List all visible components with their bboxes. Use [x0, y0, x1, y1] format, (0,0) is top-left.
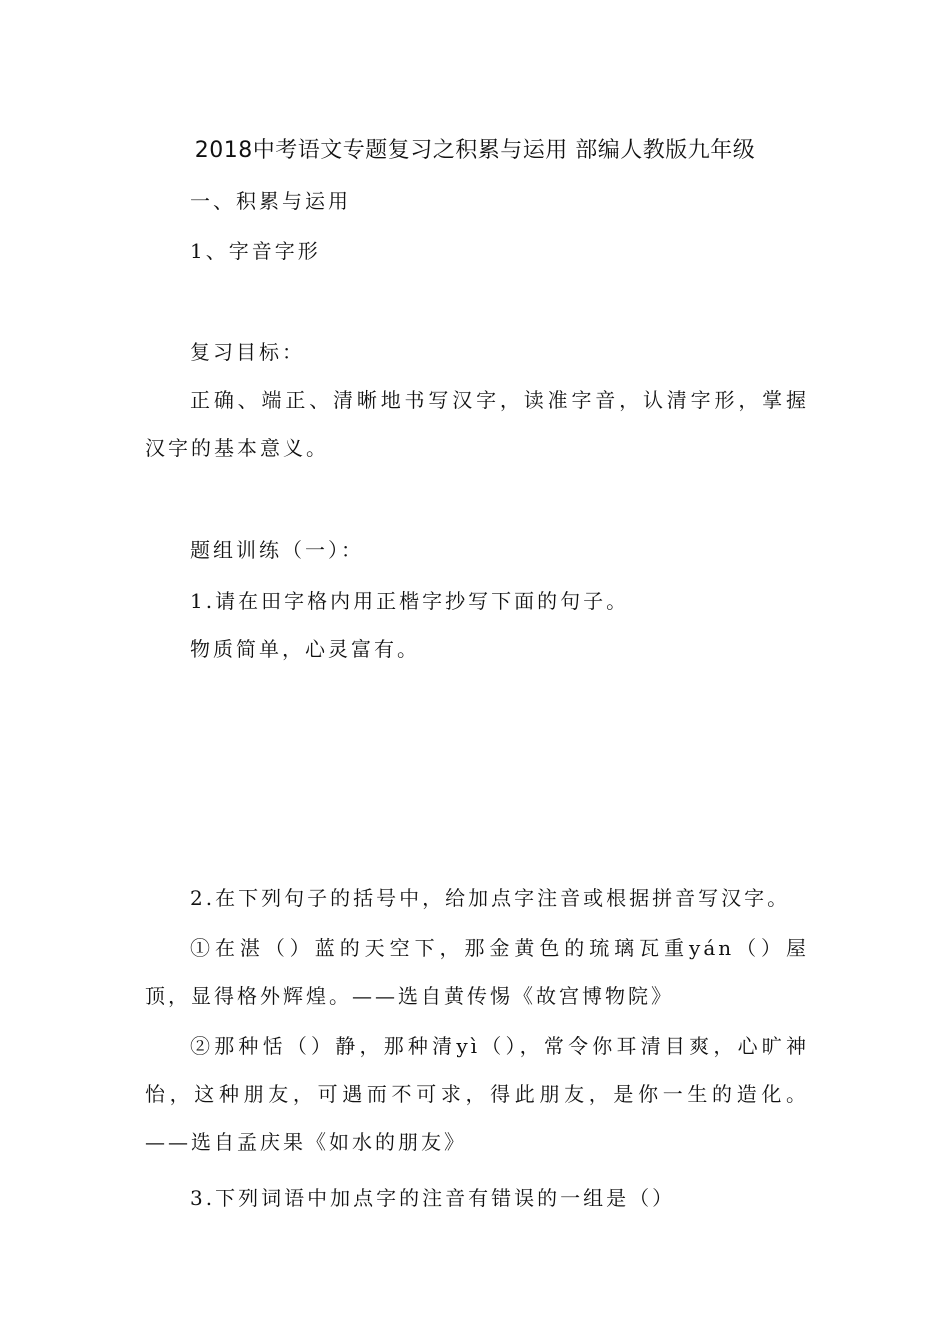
- question-1-prompt: 1.请在田字格内用正楷字抄写下面的句子。: [190, 589, 630, 613]
- question-2-prompt: 2.在下列句子的括号中，给加点字注音或根据拼音写汉字。: [190, 886, 791, 910]
- goal-text: 正确、端正、清晰地书写汉字，读准字音，认清字形，掌握汉字的基本意义。: [145, 388, 809, 460]
- subsection-heading: 1、字音字形: [190, 239, 321, 263]
- section-heading: 一、积累与运用: [190, 189, 351, 213]
- question-3-prompt: 3.下列词语中加点字的注音有错误的一组是（）: [190, 1186, 676, 1210]
- question-2-item-2: ②那种恬（）静，那种清yì（），常令你耳清目爽，心旷神怡，这种朋友，可遇而不可求，得此朋友，是你一生的造化。——选自孟庆果《如水的朋友》: [145, 1034, 809, 1154]
- question-2-item-1: ①在湛（）蓝的天空下，那金黄色的琉璃瓦重yán（）屋顶，显得格外辉煌。——选自黄传惕《故宫博物院》: [145, 936, 809, 1008]
- question-1-sentence: 物质简单，心灵富有。: [190, 637, 420, 661]
- goal-label: 复习目标：: [190, 340, 305, 364]
- document-title: 2018中考语文专题复习之积累与运用 部编人教版九年级: [194, 138, 756, 163]
- training-label: 题组训练（一）：: [190, 538, 364, 562]
